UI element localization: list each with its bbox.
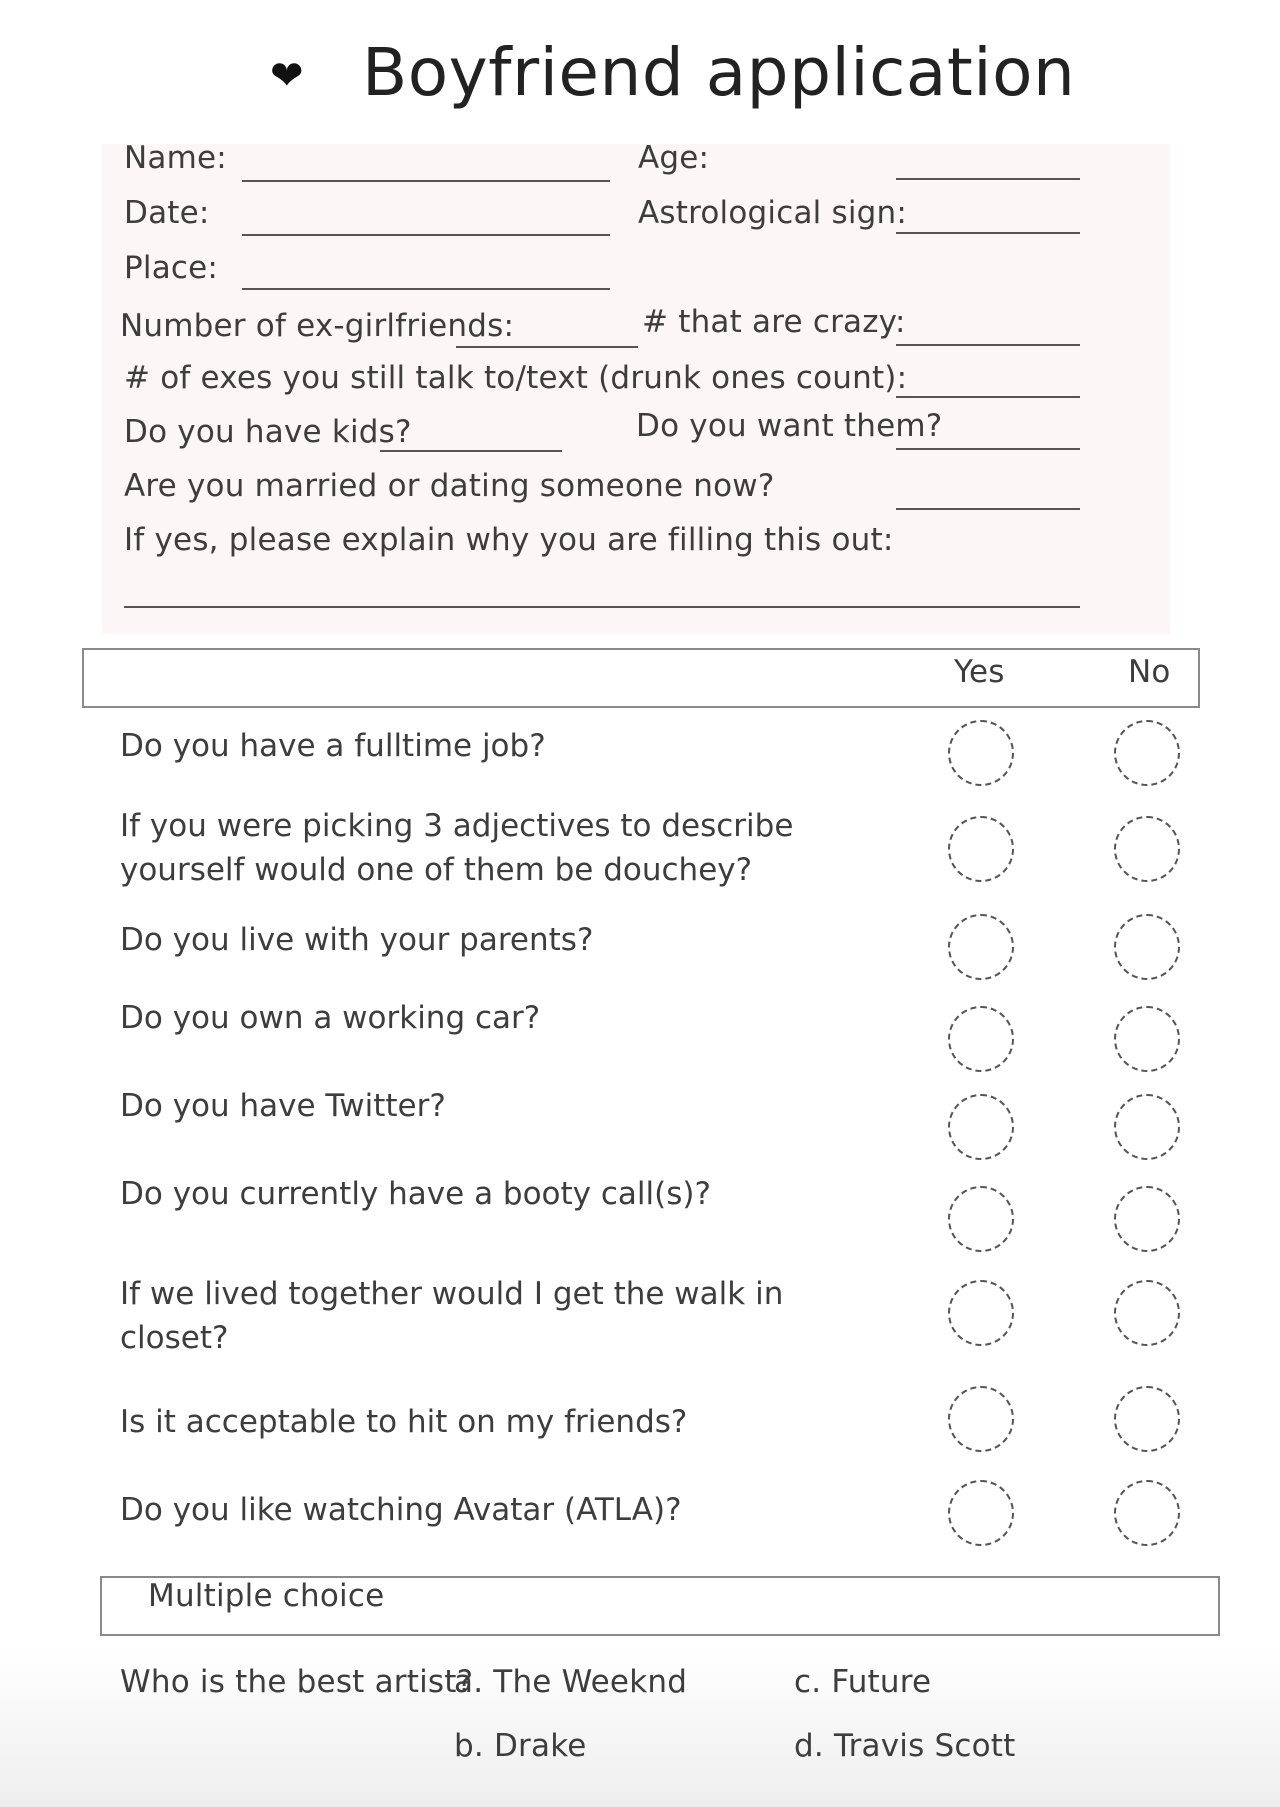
question-text: Do you have a fulltime job?: [120, 728, 546, 764]
want-them-field[interactable]: [896, 448, 1080, 450]
yes-radio[interactable]: [948, 1280, 1014, 1346]
question-text: Do you live with your parents?: [120, 922, 594, 958]
mc-option-b[interactable]: b. Drake: [454, 1728, 587, 1764]
astrological-sign-label: Astrological sign:: [638, 195, 908, 231]
mc-option-a[interactable]: a. The Weeknd: [454, 1664, 688, 1700]
place-label: Place:: [124, 250, 219, 286]
explain-label: If yes, please explain why you are filling this out:: [124, 522, 894, 558]
no-radio[interactable]: [1114, 1186, 1180, 1252]
yes-radio[interactable]: [948, 1186, 1014, 1252]
yes-radio[interactable]: [948, 914, 1014, 980]
yes-radio[interactable]: [948, 720, 1014, 786]
no-radio[interactable]: [1114, 816, 1180, 882]
no-radio[interactable]: [1114, 1480, 1180, 1546]
no-radio[interactable]: [1114, 1094, 1180, 1160]
have-kids-field[interactable]: [380, 450, 562, 452]
question-text: Do you currently have a booty call(s)?: [120, 1176, 711, 1212]
no-radio[interactable]: [1114, 1006, 1180, 1072]
name-field[interactable]: [242, 180, 610, 182]
yes-radio[interactable]: [948, 1480, 1014, 1546]
no-radio[interactable]: [1114, 1280, 1180, 1346]
mc-question: Who is the best artist?: [120, 1664, 474, 1700]
question-text: Is it acceptable to hit on my friends?: [120, 1404, 688, 1440]
no-radio[interactable]: [1114, 1386, 1180, 1452]
no-column-label: No: [1128, 654, 1171, 690]
date-field[interactable]: [242, 234, 610, 236]
age-field[interactable]: [896, 178, 1080, 180]
ex-girlfriends-label: Number of ex-girlfriends:: [120, 308, 515, 344]
exes-talk-label: # of exes you still talk to/text (drunk ones count):: [124, 360, 908, 396]
yes-radio[interactable]: [948, 816, 1014, 882]
mc-option-d[interactable]: d. Travis Scott: [794, 1728, 1016, 1764]
question-text: Do you own a working car?: [120, 1000, 541, 1036]
no-radio[interactable]: [1114, 720, 1180, 786]
explain-field[interactable]: [124, 606, 1080, 608]
yes-radio[interactable]: [948, 1006, 1014, 1072]
age-label: Age:: [638, 140, 710, 176]
no-radio[interactable]: [1114, 914, 1180, 980]
page-title: Boyfriend application: [362, 34, 1076, 111]
astrological-sign-field[interactable]: [896, 232, 1080, 234]
yes-column-label: Yes: [954, 654, 1005, 690]
heart-icon: ❤: [270, 53, 304, 99]
yes-radio[interactable]: [948, 1386, 1014, 1452]
crazy-label: # that are crazy:: [642, 304, 906, 340]
question-text: If you were picking 3 adjectives to describe yourself would one of them be douchey?: [120, 808, 794, 888]
ex-girlfriends-field[interactable]: [456, 346, 638, 348]
multiple-choice-label: Multiple choice: [148, 1578, 385, 1614]
want-them-label: Do you want them?: [636, 408, 943, 444]
married-field[interactable]: [896, 508, 1080, 510]
exes-talk-field[interactable]: [896, 396, 1080, 398]
question-text: If we lived together would I get the walk in closet?: [120, 1276, 784, 1356]
question-text: Do you have Twitter?: [120, 1088, 446, 1124]
mc-option-c[interactable]: c. Future: [794, 1664, 932, 1700]
question-text: Do you like watching Avatar (ATLA)?: [120, 1492, 682, 1528]
date-label: Date:: [124, 195, 210, 231]
yes-radio[interactable]: [948, 1094, 1014, 1160]
place-field[interactable]: [242, 288, 610, 290]
crazy-field[interactable]: [896, 344, 1080, 346]
yes-no-header: [82, 648, 1200, 708]
married-label: Are you married or dating someone now?: [124, 468, 775, 504]
name-label: Name:: [124, 140, 227, 176]
have-kids-label: Do you have kids?: [124, 414, 412, 450]
